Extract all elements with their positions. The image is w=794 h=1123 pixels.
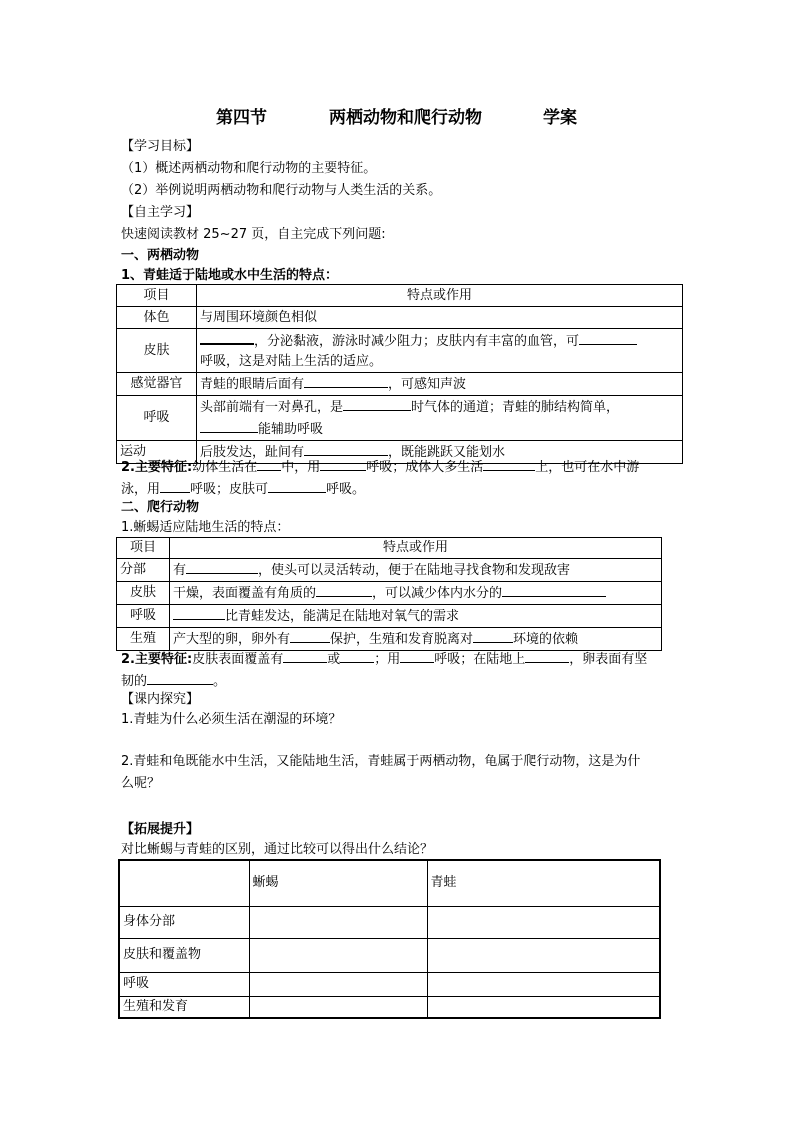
comparison-row-label: 呼吸: [119, 972, 249, 996]
blank-line[interactable]: [200, 329, 254, 345]
table-header-item: 项目: [117, 285, 197, 307]
comparison-cell-frog[interactable]: [427, 906, 660, 938]
row-item-movement: 运动: [117, 441, 197, 464]
blank-line[interactable]: [316, 582, 372, 597]
part1-heading: 一、两栖动物: [121, 248, 200, 263]
cell-text: ，使头可以灵活转动，便于在陆地寻找食物和发现敌害: [258, 563, 571, 578]
blank-line[interactable]: [257, 456, 281, 471]
row-item-breathing: 呼吸: [117, 396, 197, 441]
comparison-cell-frog[interactable]: [427, 972, 660, 996]
comparison-row-label: 生殖和发育: [119, 996, 249, 1018]
blank-line[interactable]: [320, 456, 366, 471]
blank-line[interactable]: [579, 330, 637, 345]
goal-item-2: （2）举例说明两栖动物和爬行动物与人类生活的关系。: [121, 183, 442, 198]
cell-text: 有: [173, 563, 187, 578]
table-header-feature: 特点或作用: [197, 285, 683, 307]
page-title-topic: 两栖动物和爬行动物: [329, 108, 482, 128]
comparison-header-empty: [119, 860, 249, 906]
cell-text: 后肢发达，趾间有: [200, 445, 305, 460]
inquiry-question-1: 1.青蛙为什么必须生活在潮湿的环境？: [121, 712, 342, 727]
comparison-row-label: 皮肤和覆盖物: [119, 938, 249, 972]
blank-line[interactable]: [340, 648, 374, 663]
cell-text: 比青蛙发达，能满足在陆地对氧气的需求: [225, 609, 460, 624]
part2-heading: 二、爬行动物: [121, 500, 200, 515]
row-cell-body-parts: [170, 559, 662, 582]
blank-line[interactable]: [483, 456, 535, 471]
part2-sub1: 1.蜥蜴适应陆地生活的特点：: [121, 520, 290, 535]
cell-text: 能辅助呼吸: [258, 422, 324, 437]
row-cell-skin: [170, 582, 662, 605]
row-item-body-color: 体色: [117, 307, 197, 329]
blank-line[interactable]: [290, 628, 330, 643]
blank-line[interactable]: [473, 628, 513, 643]
goal-item-1: （1）概述两栖动物和爬行动物的主要特征。: [121, 161, 377, 176]
part2-main-line1: [121, 648, 647, 670]
text: 。: [213, 674, 227, 689]
row-cell-skin: [197, 329, 683, 373]
comparison-header-frog: 青蛙: [427, 860, 660, 906]
blank-line[interactable]: [400, 648, 434, 663]
comparison-cell-lizard[interactable]: [249, 906, 427, 938]
cell-text: 干燥，表面覆盖有角质的: [173, 586, 317, 601]
extension-prompt: 对比蜥蜴与青蛙的区别，通过比较可以得出什么结论？: [121, 842, 434, 857]
table-header-feature: 特点或作用: [170, 538, 662, 559]
cell-text: 呼吸，这是对陆上生活的适应。: [200, 354, 383, 369]
blank-line[interactable]: [343, 396, 411, 411]
page-title-suffix: 学案: [543, 108, 577, 128]
part2-main-line2: [121, 670, 226, 692]
text: 呼吸；在陆地上: [434, 652, 526, 667]
cell-text: 环境的依赖: [513, 632, 579, 647]
text: 呼吸；成体大多生活: [366, 460, 484, 475]
text: ；用: [374, 652, 401, 667]
comparison-table: [118, 859, 661, 1019]
page-title-section: 第四节: [216, 108, 267, 128]
part1-main-line1: [121, 456, 639, 478]
goals-heading: 【学习目标】: [121, 139, 200, 154]
comparison-header-lizard: 蜥蜴: [249, 860, 427, 906]
text: ，卵表面有坚: [569, 652, 648, 667]
row-item-skin: 皮肤: [117, 582, 170, 605]
comparison-cell-frog[interactable]: [427, 996, 660, 1018]
cell-text: ，可以减少体内水分的: [372, 586, 503, 601]
blank-line[interactable]: [525, 648, 569, 663]
cell-text: ，可感知声波: [388, 377, 467, 392]
inquiry-heading: 【课内探究】: [121, 692, 200, 707]
blank-line[interactable]: [173, 605, 225, 620]
row-cell-breathing: [197, 396, 683, 441]
text: 幼体生活在: [192, 460, 258, 475]
cell-text: 保护，生殖和发育脱离对: [330, 632, 474, 647]
row-item-sense: 感觉器官: [117, 373, 197, 396]
text: 中，用: [281, 460, 321, 475]
extension-heading: 【拓展提升】: [121, 822, 200, 837]
cell-text: 头部前端有一对鼻孔，是: [200, 400, 344, 415]
row-item-reproduction: 生殖: [117, 628, 170, 651]
comparison-cell-lizard[interactable]: [249, 938, 427, 972]
blank-line[interactable]: [268, 478, 326, 493]
row-text-body-color: 与周围环境颜色相似: [197, 307, 683, 329]
row-cell-breathing: [170, 605, 662, 628]
comparison-row-label: 身体分部: [119, 906, 249, 938]
cell-text: 产大型的卵，卵外有: [173, 632, 291, 647]
comparison-cell-lizard[interactable]: [249, 972, 427, 996]
blank-line[interactable]: [147, 670, 213, 685]
blank-line[interactable]: [200, 418, 258, 433]
blank-line[interactable]: [304, 373, 388, 388]
blank-line[interactable]: [160, 478, 190, 493]
part1-sub1: 1、青蛙适于陆地或水中生活的特点：: [121, 268, 339, 283]
text: 皮肤表面覆盖有: [192, 652, 284, 667]
row-cell-sense: [197, 373, 683, 396]
part1-main-line2: [121, 478, 365, 500]
row-item-breathing: 呼吸: [117, 605, 170, 628]
self-study-heading: 【自主学习】: [121, 205, 200, 220]
cell-text: 时气体的通道；青蛙的肺结构简单，: [411, 400, 620, 415]
frog-features-table: [116, 284, 683, 464]
text: 呼吸；皮肤可: [190, 482, 269, 497]
self-study-intro: 快速阅读教材 25~27 页，自主完成下列问题:: [121, 227, 386, 242]
row-item-skin: 皮肤: [117, 329, 197, 373]
blank-line[interactable]: [283, 648, 327, 663]
inquiry-question-2-cont: 么呢？: [121, 776, 161, 791]
cell-text: ，既能跳跃又能划水: [388, 445, 506, 460]
row-item-body-parts: 分部: [117, 559, 170, 582]
text: 或: [327, 652, 341, 667]
blank-line[interactable]: [502, 582, 606, 597]
text: 呼吸。: [326, 482, 366, 497]
blank-line[interactable]: [186, 559, 258, 574]
comparison-cell-lizard[interactable]: [249, 996, 427, 1018]
main-label: 2.主要特征:: [121, 460, 193, 475]
blank-line[interactable]: [304, 441, 388, 456]
main-label: 2.主要特征:: [121, 652, 193, 667]
lizard-features-table: [116, 537, 662, 651]
text: 泳，用: [121, 482, 161, 497]
table-header-item: 项目: [117, 538, 170, 559]
comparison-cell-frog[interactable]: [427, 938, 660, 972]
cell-text: ，分泌黏液，游泳时减少阻力；皮肤内有丰富的血管，可: [254, 334, 580, 349]
cell-text: 青蛙的眼睛后面有: [200, 377, 305, 392]
inquiry-question-2: 2.青蛙和龟既能水中生活，又能陆地生活，青蛙属于两栖动物，龟属于爬行动物，这是为什: [121, 754, 641, 769]
text: 韧的: [121, 674, 148, 689]
text: 上，也可在水中游: [535, 460, 640, 475]
